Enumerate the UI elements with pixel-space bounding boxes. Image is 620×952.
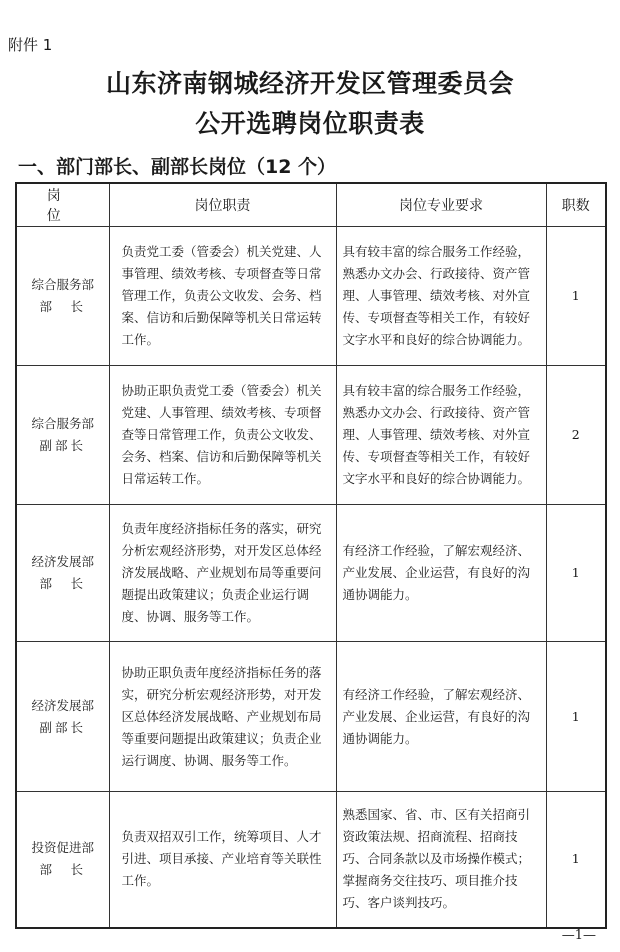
count-cell: 1 bbox=[546, 792, 606, 928]
table-row bbox=[16, 642, 606, 792]
document-title-line2: 公开选聘岗位职责表 bbox=[195, 109, 425, 138]
table-row bbox=[16, 792, 606, 928]
position-name: 经济发展部 bbox=[31, 697, 94, 713]
position-name: 综合服务部 bbox=[31, 277, 94, 292]
table-row bbox=[16, 505, 606, 642]
position-name: 综合服务部 bbox=[31, 416, 94, 431]
position-name: 经济发展部 bbox=[31, 554, 94, 569]
count-cell: 1 bbox=[546, 642, 606, 792]
requirements-cell: 有经济工作经验，了解宏观经济、产业发展、企业运营，有良好的沟通协调能力。 bbox=[336, 505, 546, 642]
position-rank: 部 长 bbox=[39, 862, 86, 878]
table-row bbox=[16, 366, 606, 505]
position-name: 投资促进部 bbox=[31, 840, 94, 856]
duty-table bbox=[15, 182, 607, 929]
position-rank: 部 长 bbox=[39, 576, 86, 591]
duties-cell: 负责双招双引工作，统筹项目、人才引进、项目承接、产业培育等关联性工作。 bbox=[109, 792, 336, 928]
duties-cell: 协助正职负责党工委（管委会）机关党建、人事管理、绩效考核、专项督查等日常管理工作，负责公文收发、会务、档案、信访和后勤保障等机关日常运转工作。 bbox=[109, 366, 336, 505]
section-heading: 一、部门部长、副部长岗位（12 个） bbox=[18, 156, 337, 178]
position-cell bbox=[16, 642, 109, 792]
count-cell: 2 bbox=[546, 366, 606, 505]
duties-cell: 负责党工委（管委会）机关党建、人事管理、绩效考核、专项督查等日常管理工作，负责公文收发、会务、档案、信访和后勤保障等机关日常运转工作。 bbox=[109, 227, 336, 366]
position-rank: 副部长 bbox=[39, 438, 86, 453]
duties-cell: 负责年度经济指标任务的落实，研究分析宏观经济形势，对开发区总体经济发展战略、产业规划布局等重要问题提出政策建议；负责企业运行调度、协调、服务等工作。 bbox=[109, 505, 336, 642]
position-cell bbox=[16, 505, 109, 642]
count-cell: 1 bbox=[546, 505, 606, 642]
position-rank: 副部长 bbox=[39, 719, 86, 735]
table-row bbox=[16, 227, 606, 366]
requirements-cell: 具有较丰富的综合服务工作经验，熟悉办文办会、行政接待、资产管理、人事管理、绩效考核、对外宣传、专项督查等相关工作，有较好文字水平和良好的综合协调能力。 bbox=[336, 366, 546, 505]
header-requirements: 岗位专业要求 bbox=[336, 183, 546, 227]
header-position: 岗 位 bbox=[16, 183, 109, 227]
document-title-line1: 山东济南钢城经济开发区管理委员会 bbox=[105, 69, 514, 98]
requirements-cell: 熟悉国家、省、市、区有关招商引资政策法规、招商流程、招商技巧、合同条款以及市场操作模式；掌握商务交往技巧、项目推介技巧、客户谈判技巧。 bbox=[336, 792, 546, 928]
count-cell: 1 bbox=[546, 227, 606, 366]
position-cell bbox=[16, 227, 109, 366]
page-number: —1— bbox=[561, 928, 596, 943]
requirements-cell: 有经济工作经验，了解宏观经济、产业发展、企业运营，有良好的沟通协调能力。 bbox=[336, 642, 546, 792]
header-count: 职数 bbox=[546, 183, 606, 227]
header-duties: 岗位职责 bbox=[109, 183, 336, 227]
table-header-row bbox=[16, 183, 606, 227]
position-cell bbox=[16, 792, 109, 928]
position-rank: 部 长 bbox=[39, 299, 86, 314]
position-cell bbox=[16, 366, 109, 505]
requirements-cell: 具有较丰富的综合服务工作经验，熟悉办文办会、行政接待、资产管理、人事管理、绩效考核、对外宣传、专项督查等相关工作，有较好文字水平和良好的综合协调能力。 bbox=[336, 227, 546, 366]
duties-cell: 协助正职负责年度经济指标任务的落实，研究分析宏观经济形势，对开发区总体经济发展战略、产业规划布局等重要问题提出政策建议；负责企业运行调度、协调、服务等工作。 bbox=[109, 642, 336, 792]
attachment-label: 附件 1 bbox=[8, 36, 53, 54]
